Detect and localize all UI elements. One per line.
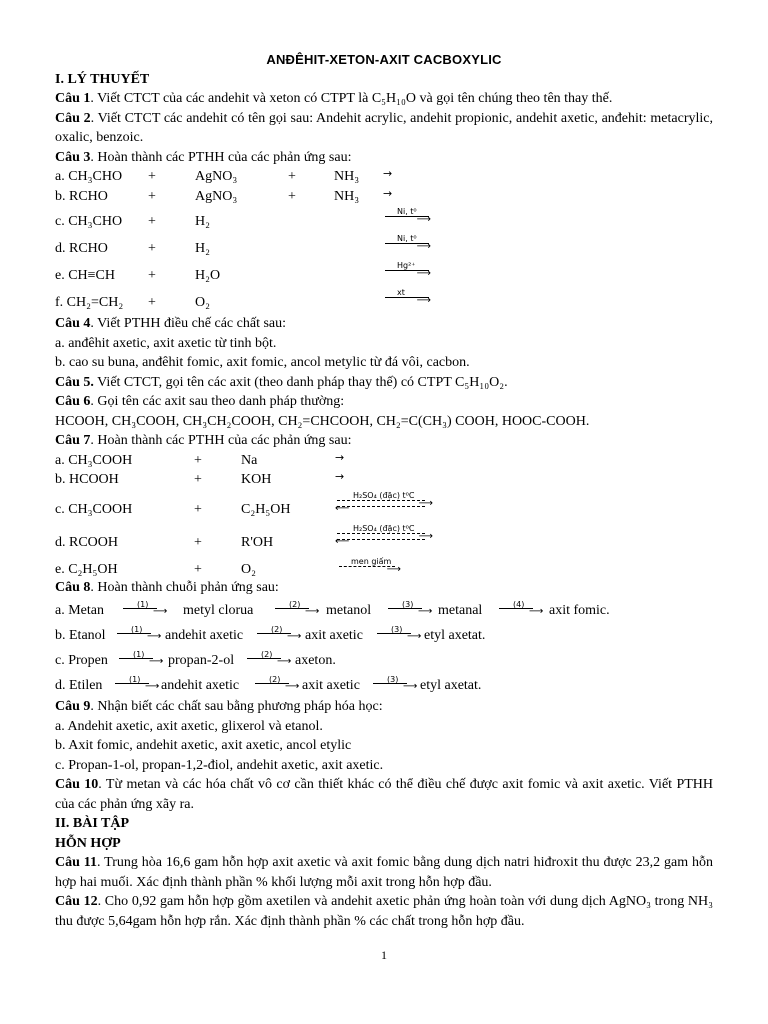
reversible-arrow-icon: H₂SO₄ (đặc) t⁰C ⟶ ⟵ — [335, 490, 433, 514]
equation-row: d. RCOOH + R'OH H₂SO₄ (đặc) t⁰C ⟶ ⟵ — [55, 523, 433, 550]
section-exercises-heading: II. BÀI TẬP — [55, 816, 130, 831]
step-arrow-icon: (2) ⟶ — [257, 622, 303, 642]
arrow-icon: → — [335, 450, 345, 464]
question-4: Câu 4. Viết PTHH điều chế các chất sau: — [55, 316, 287, 331]
equation-row: b. RCHO + AgNO₃ + NH₃ → — [55, 187, 713, 207]
document-title: ANĐÊHIT-XETON-AXIT CACBOXYLIC — [266, 52, 502, 67]
equation-row: c. CH₃CHO + H₂ Ni, t⁰ ⟶ — [55, 207, 431, 229]
step-arrow-icon: (1) ⟶ — [119, 647, 165, 667]
reaction-arrow-icon: men giấm ⟶ — [339, 556, 399, 576]
question-6: Câu 6. Gọi tên các axit sau theo danh pháp thường: — [55, 394, 345, 409]
arrow-icon: → — [335, 470, 345, 483]
equation-row: a. CH₃CHO + AgNO₃ + NH₃ → — [55, 167, 713, 187]
question-4a: a. anđêhit axetic, axit axetic từ tinh bột. — [55, 335, 277, 351]
question-9: Câu 9. Nhận biết các chất sau bằng phương pháp hóa học: — [55, 699, 383, 714]
question-9b: b. Axit fomic, andehit axetic, axit axetic, ancol etylic — [55, 738, 352, 753]
arrow-icon: → — [383, 167, 393, 180]
document-page — [55, 50, 713, 931]
reaction-chain: a. Metan (1) ⟶ metyl clorua (2) ⟶ metanol (3) ⟶ metanal (4) ⟶ axit fomic. — [55, 597, 713, 622]
page-number: 1 — [381, 948, 387, 962]
question-12: Câu 12. Cho 0,92 gam hỗn hợp gồm axetilen và andehit axetic phản ứng hoàn toàn với dung dịch AgNO₃ trong NH₃ thu được 5,64gam hỗn hợp rắn. Xác định thành phần % các chất trong hỗn hợp đầu. — [55, 894, 713, 929]
reversible-arrow-icon: H₂SO₄ (đặc) t⁰C ⟶ ⟵ — [335, 523, 433, 547]
reaction-arrow-icon: Ni, t⁰ ⟶ — [385, 233, 429, 253]
reaction-arrow-icon: Ni, t⁰ ⟶ — [385, 206, 429, 226]
step-arrow-icon: (1) ⟶ — [117, 622, 163, 642]
equation-row: f. CH₂=CH₂ + O₂ xt ⟶ — [55, 288, 431, 310]
question-10: Câu 10. Từ metan và các hóa chất vô cơ cần thiết khác có thể điều chế được axit fomic và axit axetic. Viết PTHH của các phản ứng xãy ra. — [55, 777, 714, 812]
step-arrow-icon: (3) ⟶ — [388, 597, 434, 617]
reaction-chain: c. Propen (1) ⟶ propan-2-ol (2) ⟶ axeton. — [55, 647, 713, 672]
q3-equations — [55, 167, 713, 314]
reaction-chain: b. Etanol (1) ⟶ andehit axetic (2) ⟶ axit axetic (3) ⟶ etyl axetat. — [55, 622, 713, 647]
equation-row: d. RCHO + H₂ Ni, t⁰ ⟶ — [55, 234, 431, 256]
question-9a: a. Andehit axetic, axit axetic, glixerol và etanol. — [55, 718, 323, 734]
q8-chains — [55, 597, 713, 697]
reaction-arrow-icon: Hg²⁺ ⟶ — [385, 260, 429, 280]
question-8: Câu 8. Hoàn thành chuỗi phản ứng sau: — [55, 579, 279, 595]
step-arrow-icon: (3) ⟶ — [377, 622, 423, 642]
reaction-arrow-icon: xt ⟶ — [385, 287, 429, 307]
equation-row: e. C₂H₅OH + O₂ men giấm ⟶ — [55, 556, 401, 577]
step-arrow-icon: (2) ⟶ — [247, 647, 293, 667]
reaction-chain: d. Etilen (1) ⟶ andehit axetic (2) ⟶ axit axetic (3) ⟶ etyl axetat. — [55, 672, 713, 697]
step-arrow-icon: (4) ⟶ — [499, 597, 545, 617]
question-2: Câu 2. Viết CTCT các andehit có tên gọi sau: Andehit acrylic, andehit propionic, andehit axetic, anđehit: metacrylic, oxalic, benzoic. — [55, 110, 713, 145]
section-mixture-heading: HỖN HỢP — [55, 835, 121, 851]
question-11: Câu 11. Trung hòa 16,6 gam hỗn hợp axit axetic và axit fomic bằng dung dịch natri hiđroxit thu được 23,2 gam hỗn hợp hai muối. Xác định thành phần % khối lượng mỗi axit trong hỗn hợp đầu. — [55, 855, 714, 890]
step-arrow-icon: (3) ⟶ — [373, 672, 419, 692]
question-5: Câu 5. Viết CTCT, gọi tên các axit (theo danh pháp thay thế) có CTPT C₅H₁₀O₂. — [55, 374, 508, 390]
step-arrow-icon: (1) ⟶ — [115, 672, 161, 692]
section-theory-heading: I. LÝ THUYẾT — [55, 71, 150, 87]
question-7: Câu 7. Hoàn thành các PTHH của các phản ứng sau: — [55, 433, 352, 448]
equation-row: c. CH₃COOH + C₂H₅OH H₂SO₄ (đặc) t⁰C ⟶ ⟵ — [55, 490, 433, 517]
step-arrow-icon: (2) ⟶ — [255, 672, 301, 692]
question-6-list: HCOOH, CH₃COOH, CH₃CH₂COOH, CH₂=CHCOOH, CH₂=C(CH₃) COOH, HOOC-COOH. — [55, 413, 590, 429]
step-arrow-icon: (2) ⟶ — [275, 597, 321, 617]
question-3: Câu 3. Hoàn thành các PTHH của các phản ứng sau: — [55, 149, 352, 165]
equation-row: a. CH₃COOH + Na → — [55, 451, 713, 471]
question-9c: c. Propan-1-ol, propan-1,2-điol, andehit axetic, axit axetic. — [55, 757, 384, 773]
equation-row: b. HCOOH + KOH → — [55, 470, 713, 490]
q7-equations — [55, 451, 713, 578]
step-arrow-icon: (1) ⟶ — [123, 597, 169, 617]
equation-row: e. CH≡CH + H₂O Hg²⁺ ⟶ — [55, 261, 431, 283]
question-1: Câu 1. Viết CTCT của các andehit và xeton có CTPT là C₅H₁₀O và gọi tên chúng theo tên thay thế. — [55, 91, 613, 106]
question-4b: b. cao su buna, anđêhit fomic, axit fomic, ancol metylic từ đá vôi, cacbon. — [55, 355, 470, 370]
arrow-icon: → — [383, 186, 393, 200]
